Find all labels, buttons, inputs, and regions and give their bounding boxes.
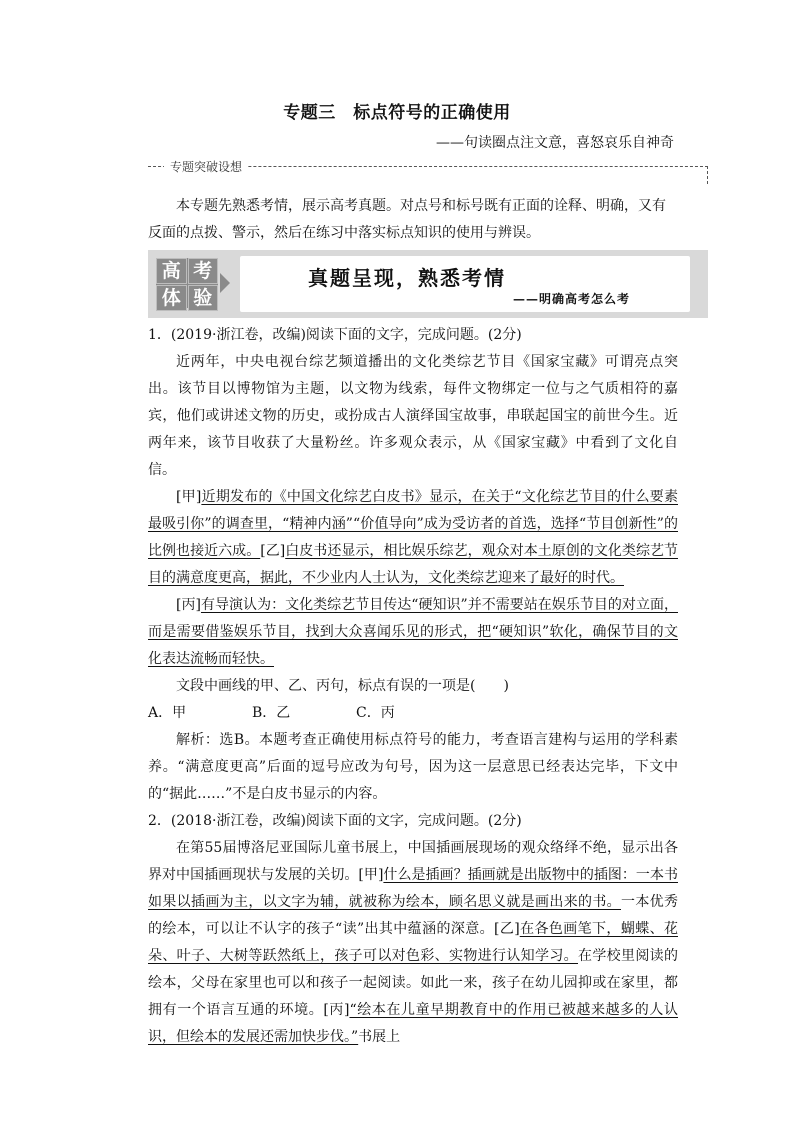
page-subtitle: ——句读圈点注文意，喜怒哀乐自神奇 <box>436 135 674 151</box>
underlined-sentence-jia: 什么是插画？插画就是出版物中的插图：一本书如果以插画为主，以文字为辅，就被称为绘本，顾名思义就是画出来的书。 <box>148 867 678 910</box>
q2-sentence: 在学校里阅读的绘本，父母在家里也可以和孩子一起阅读。如此一来，孩子在幼儿园抑或在家里，都拥有一个语言互通的环境。 <box>148 948 678 1018</box>
q1-answer: 解析：选B。本题考查正确使用标点符号的能力，考查语言建构与运用的学科素养。“满意度更高”后面的逗号应改为句号，因为这一层意思已经表达完毕，下文中的“据此……”不是白皮书显示的内容。 <box>148 732 678 802</box>
marker-jia: [甲] <box>176 489 202 505</box>
badge-char: 高 <box>156 258 187 284</box>
banner-title: 真题呈现，熟悉考情 <box>308 266 506 290</box>
banner-panel <box>240 256 690 312</box>
q1-question: 文段中画线的甲、乙、丙句，标点有误的一项是( ) <box>176 678 509 694</box>
q1-options <box>148 700 678 727</box>
underlined-sentence-jia: 近期发布的《中国文化综艺白皮书》显示，在关于“文化综艺节目的什么要素最吸引你”的调查里，“精神内涵”“价值导向”成为受访者的首选，选择“节目创新性”的比例也接近六成。 <box>148 489 678 559</box>
marker-bing: [丙] <box>176 597 201 613</box>
main-content <box>148 322 678 1051</box>
section-divider <box>148 158 708 184</box>
option-c: C．丙 <box>356 705 395 721</box>
badge-char: 考 <box>188 258 219 284</box>
underlined-sentence-bing: 有导演认为：文化类综艺节目传达“硬知识”并不需要站在娱乐节目的对立面，而是需要借鉴娱乐节目，找到大众喜闻乐见的形式，把“硬知识”软化，确保节目的文化表达流畅而轻快。 <box>148 597 678 667</box>
q1-paragraph-3 <box>148 592 678 673</box>
underlined-sentence-yi: 白皮书还显示，相比娱乐综艺，观众对本土原创的文化类综艺节目的满意度更高，据此，不少业内人士认为，文化类综艺迎来了最好的时代。 <box>148 543 678 586</box>
banner-subtitle: ——明确高考怎么考 <box>512 292 630 306</box>
badge-char: 体 <box>156 285 187 311</box>
question-2-source: 2．(2018·浙江卷，改编)阅读下面的文字，完成问题。(2分) <box>148 813 522 829</box>
exam-banner <box>148 250 708 318</box>
marker-yi: [乙] <box>494 921 520 937</box>
marker-yi: [乙] <box>260 543 286 559</box>
page-title: 专题三 标点符号的正确使用 <box>283 103 511 123</box>
question-1-source: 1．(2019·浙江卷，改编)阅读下面的文字，完成问题。(2分) <box>148 327 522 343</box>
option-b: B．乙 <box>252 705 291 721</box>
exam-badge <box>156 258 218 308</box>
q2-sentence: 书展上 <box>358 1029 401 1045</box>
marker-jia: [甲] <box>358 867 384 883</box>
option-a: A．甲 <box>148 705 187 721</box>
dashed-rule-end <box>707 166 708 184</box>
underlined-sentence-bing: “绘本在儿童早期教育中的作用已被越来越多的人认识，但绘本的发展还需加快步伐。” <box>148 1002 679 1045</box>
badge-char: 验 <box>188 285 219 311</box>
section-label: 专题突破设想 <box>164 158 248 175</box>
q2-paragraph <box>148 835 678 1051</box>
q1-paragraph-2 <box>148 484 678 592</box>
q2-sentence: 一本优秀的绘本，可以让不认字的孩子“读”出其中蕴涵的深意。 <box>148 894 678 937</box>
marker-bing: [丙] <box>323 1002 350 1018</box>
q1-paragraph-1: 近两年，中央电视台综艺频道播出的文化类综艺节目《国家宝藏》可谓亮点突出。该节目以博物馆为主题，以文物为线索，每件文物绑定一位与之气质相符的嘉宾，他们或讲述文物的历史，或扮成古人演绎国宝故事，串联起国宝的前世今生。近两年来，该节目收获了大量粉丝。许多观众表示，从《国家宝藏》中看到了文化自信。 <box>148 354 678 478</box>
underlined-sentence-yi: 在各色画笔下，蝴蝶、花朵、叶子、大树等跃然纸上，孩子可以对色彩、实物进行认知学习。 <box>148 921 678 964</box>
q2-sentence: 在第55届博洛尼亚国际儿童书展上，中国插画展现场的观众络绎不绝，显示出各界对中国插画现状与发展的关切。 <box>148 840 678 883</box>
intro-paragraph: 本专题先熟悉考情，展示高考真题。对点号和标号既有正面的诠释、明确，又有反面的点拨、警示，然后在练习中落实标点知识的使用与辨误。 <box>148 198 666 241</box>
arrow-icon <box>220 273 230 293</box>
